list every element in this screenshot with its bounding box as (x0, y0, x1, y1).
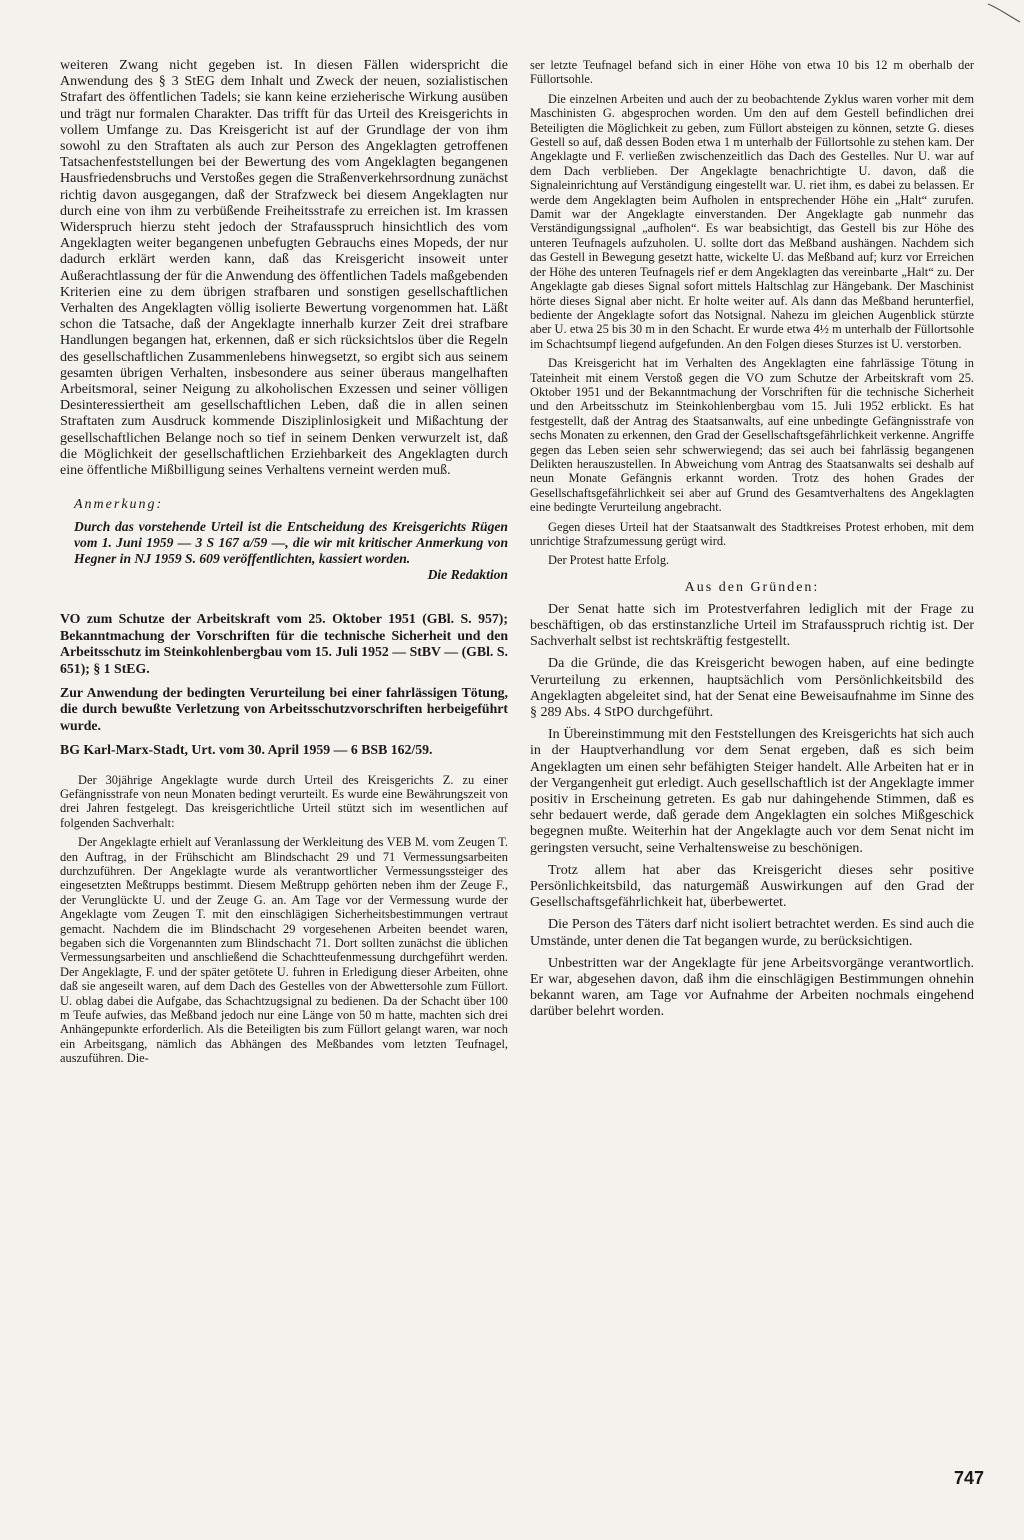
reasons-paragraph: Unbestritten war der Angeklagte für jene Arbeitsvorgänge verantwortlich. Er war, abgesehen davon, daß ihm die einschlägigen Bestimmungen ohnehin bekannt waren, am Tage vor Aufnahme der Arbeiten nochmals eingehend darüber belehrt worden. (530, 955, 974, 1020)
facts-continuation: ser letzte Teufnagel befand sich in einer Höhe von etwa 10 bis 12 m oberhalb der Füllortsohle. (530, 58, 974, 87)
facts-paragraph: Die einzelnen Arbeiten und auch der zu beobachtende Zyklus waren vorher mit dem Maschinisten G. abgesprochen worden. Um den auf dem Gestell befindlichen drei Beteiligten die Möglichkeit zu geben, zum Füllort absteigen zu können, setzte G. dieses Gestell so auf, daß dessen Boden etwa 1 m unterhalb der Füllortsohle zu stehen kam. Der Angeklagte und F. verließen zwischenzeitlich das Dach des Gestelles. Nur U. war auf dem Dach verblieben. Der Angeklagte benachrichtigte U. davon, daß die Signaleinrichtung auf Verständigung eingestellt war. U. riet ihm, es dabei zu belassen. Er werde dem Angeklagten beim Aufholen in entsprechender Höhe ein „Halt“ zurufen. Damit war der Angeklagte einverstanden. Der Angeklagte gab nunmehr das Verständigungssignal „aufholen“. Es war beabsichtigt, das Gestell bis zur Höhe des unteren Teufnagels aufzuholen. U. sollte dort das Meßband aushängen. Nachdem sich das Gestell in Bewegung gesetzt hatte, wickelte U. das Meßband auf; kurz vor Erreichen der Höhe des unteren Teufnagels rief er dem Angeklagten das vereinbarte „Halt“ zu. Der Angeklagte gab dieses Signal sofort mittels Haltschlag zur Hängebank. Der Maschinist hörte dieses Signal aber nicht. Er holte weiter auf. Als dann das Meßband herunterfiel, bediente der Angeklagte sofort das Notsignal. Nahezu im gleichen Augenblick stürzte aber U. etwa 25 bis 30 m in den Schacht. Er wurde etwa 4½ m unterhalb der Füllortsohle im Schachtsumpf liegend aufgefunden. An den Folgen dieses Sturzes ist U. verstorben. (530, 91, 974, 351)
right-column (530, 58, 974, 1021)
page-number: 747 (954, 1468, 985, 1488)
reasons-heading: Aus den Gründen: (684, 579, 820, 595)
reasons-paragraph: Da die Gründe, die das Kreisgericht bewogen haben, auf eine bedingte Verurteilung zu erkennen, hauptsächlich vom Persönlichkeitsbild des Angeklagten abgeleitet sind, hat der Senat eine Beweisaufnahme im Sinne des § 289 Abs. 4 StPO durchgeführt. (530, 656, 974, 721)
reasons-paragraph: In Übereinstimmung mit den Feststellungen des Kreisgerichts hat sich auch in der Hauptverhandlung vor dem Senat ergeben, daß es sich beim Angeklagten um einen sehr befähigten Steiger handelt. Alle Arbeiten hat er in der Vergangenheit gut erledigt. Auch gesellschaftlich ist der Angeklagte immer positiv in Erscheinung getreten. Es gab nur dahingehende Stimmen, daß es sehr bedauert werde, daß gerade dem Angeklagten ein solches Mißgeschick begegnen mußte. Weiterhin hat der Angeklagte auch vor dem Senat nicht im geringsten versucht, seine Verhaltensweise zu beschönigen. (530, 727, 974, 856)
facts-paragraph: Gegen dieses Urteil hat der Staatsanwalt des Stadtkreises Protest erhoben, mit dem unrichtige Strafzumessung gerügt wird. (530, 519, 974, 548)
left-column (60, 58, 508, 1066)
reasons-paragraph: Trotz allem hat aber das Kreisgericht dieses sehr positive Persönlichkeitsbild, das naturgemäß Auswirkungen auf den Grad der Gesellschaftsgefährlichkeit hat, überbewertet. (530, 862, 974, 911)
annotation-signature: Die Redaktion (427, 567, 508, 583)
corner-mark-icon (984, 0, 1024, 30)
facts-paragraph: Der Angeklagte erhielt auf Veranlassung der Werkleitung des VEB M. vom Zeugen T. den Auftrag, in der Frühschicht am Blindschacht 29 und 71 Vermessungsarbeiten durchzuführen. Der Angeklagte wurde als verantwortlicher Vermessungssteiger des eingesetzten Meßtrupps bestimmt. Diesem Meßtrupp gehörten neben ihm der Zeuge F., der Verunglückte U. und der Zeuge G. an. Am Tage vor der Vermessung wurde der Angeklagte vom Zeugen T. mit den einschlägigen Sicherheitsbestimmungen vertraut gemacht. Nachdem die im Blindschacht 29 vorgesehenen Arbeiten beendet waren, begaben sich die Vorgenannten zum Blindschacht 71. Dort sollten zunächst die üblichen Vermessungsarbeiten und anschließend die Schachtteufenmessung durchgeführt werden. Der Angeklagte, F. und der später getötete U. fuhren in Erledigung dieser Arbeiten, ohne daß sie angeseilt waren, auf dem Dach des Gestelles von der Abwettersohle zum Füllort. U. oblag dabei die Aufgabe, das Schachtzugsignal zu bedienen. Da der Schacht über 100 m Teufe aufwies, das Meßband jedoch nur eine Länge von 50 m hatte, machten sich drei Anhängepunkte erforderlich. Als die Beteiligten bis zum Füllort gelangt waren, war noch ein Arbeitsgang, nämlich das Abhängen des Meßbandes vom letzten Teufnagel, auszuführen. Die- (60, 835, 508, 1066)
facts-paragraph: Der Protest hatte Erfolg. (548, 553, 670, 568)
facts-intro: Der 30jährige Angeklagte wurde durch Urteil des Kreisgerichts Z. zu einer Gefängnisstrafe von neun Monaten bedingt verurteilt. Es wurde eine Bewährungszeit von drei Jahren festgelegt. Das kreisgerichtliche Urteil stützt sich im wesentlichen auf folgenden Sachverhalt: (60, 772, 508, 830)
case-legal-basis: VO zum Schutze der Arbeitskraft vom 25. Oktober 1951 (GBl. S. 957); Bekanntmachung der Vorschriften für die technische Sicherheit und den Arbeitsschutz im Steinkohlenbergbau vom 15. Juli 1952 — StBV — (GBl. S. 651); § 1 StEG. (60, 611, 508, 676)
case-headnote: Zur Anwendung der bedingten Verurteilung bei einer fahrlässigen Tötung, die durch bewußte Verletzung von Arbeitsschutzvorschriften herbeigeführt wurde. (60, 684, 508, 733)
annotation-body: Durch das vorstehende Urteil ist die Entscheidung des Kreisgerichts Rügen vom 1. Juni 1959 — 3 S 167 a/59 —, die wir mit kritischer Anmerkung von Hegner in NJ 1959 S. 609 veröffentlichten, kassiert worden. (74, 519, 508, 567)
reasons-paragraph: Die Person des Täters darf nicht isoliert betrachtet werden. Es sind auch die Umstände, unter denen die Tat begangen wurde, zu berücksichtigen. (530, 917, 974, 949)
paragraph-continuation: weiteren Zwang nicht gegeben ist. In diesen Fällen widerspricht die Anwendung des § 3 StEG dem Inhalt und Zweck der neuen, sozialistischen Strafart des öffentlichen Tadels; sie kann keine erzieherische Wirkung ausüben und trägt nur formalen Charakter. Das trifft für das Urteil des Kreisgerichts in vollem Umfange zu. Das Kreisgericht ist auf der Grundlage der von ihm sowohl zu den Straftaten als auch zur Person des Angeklagten getroffenen Tatsachenfeststellungen bei der Bewertung des vom Angeklagten begangenen Hausfriedensbruchs und Verstoßes gegen die Straßenverkehrsordnung zunächst richtig davon ausgegangen, daß der Strafzweck bei diesem Angeklagten nur durch eine von ihm zu verbüßende Freiheitsstrafe zu erreichen ist. Im krassen Widerspruch hierzu steht jedoch der Strafausspruch hinsichtlich des vom Angeklagten weiter begangenen unbefugten Gebrauchs eines Mopeds, der nur dadurch erklärt werden kann, daß das Kreisgericht insoweit unter Außerachtlassung der für die Anwendung des öffentlichen Tadels maßgebenden Kriterien eine zu dem übrigen strafbaren und sonstigen gesellschaftlichen Verhalten des Angeklagten völlig isolierte Bewertung vorgenommen hat. Läßt schon die Tatsache, daß der Angeklagte innerhalb kurzer Zeit drei strafbare Handlungen begangen hat, erkennen, daß er sich rücksichtslos über die Regeln des gesellschaftlichen Zusammenlebens hinwegsetzt, so ergibt sich aus seinem gesamten übrigen Verhalten, insbesondere aus seiner überaus mangelhaften Arbeitsmoral, seiner Neigung zu alkoholischen Exzessen und seiner völligen Desinteressiertheit am gesellschaftlichen Leben, daß die in allen seinen Straftaten zum Ausdruck kommende Disziplinlosigkeit und Mißachtung der gesellschaftlichen Belange noch so tief in seinem Denken verwurzelt ist, daß die Möglichkeit der gesellschaftlichen Erziehbarkeit des Angeklagten durch eine öffentliche Mißbilligung seines Verhaltens verneint werden muß. (60, 58, 508, 479)
case-citation: BG Karl-Marx-Stadt, Urt. vom 30. April 1959 — 6 BSB 162/59. (60, 742, 433, 758)
facts-paragraph: Das Kreisgericht hat im Verhalten des Angeklagten eine fahrlässige Tötung in Tateinheit mit einem Verstoß gegen die VO zum Schutze der Arbeitskraft vom 25. Oktober 1951 und der Bekanntmachung der Vorschriften für die technische Sicherheit und den Arbeitsschutz im Steinkohlenbergbau vom 15. Juli 1952 erblickt. Es hat festgestellt, daß der Antrag des Staatsanwalts, auf eine unbedingte Gefängnisstrafe von sechs Monaten zu erkennen, den Grad der Gesellschaftsgefährlichkeit verkenne. Angriffe gegen das Leben seien sehr schwerwiegend; das sei auch bei fahrlässig begangenen Delikten herauszustellen. In Abweichung vom Antrag des Staatsanwalts sei deshalb auf neun Monate Gefängnis erkannt worden. Trotz des hohen Grades der Gesellschaftsgefährlichkeit sei aber auf Grund des Gesamtverhaltens des Angeklagten eine bedingte Verurteilung angebracht. (530, 356, 974, 515)
annotation-heading: Anmerkung: (74, 497, 164, 513)
reasons-paragraph: Der Senat hatte sich im Protestverfahren lediglich mit der Frage zu beschäftigen, ob das erstinstanzliche Urteil im Strafausspruch richtig ist. Der Sachverhalt selbst ist rechtskräftig festgestellt. (530, 601, 974, 650)
